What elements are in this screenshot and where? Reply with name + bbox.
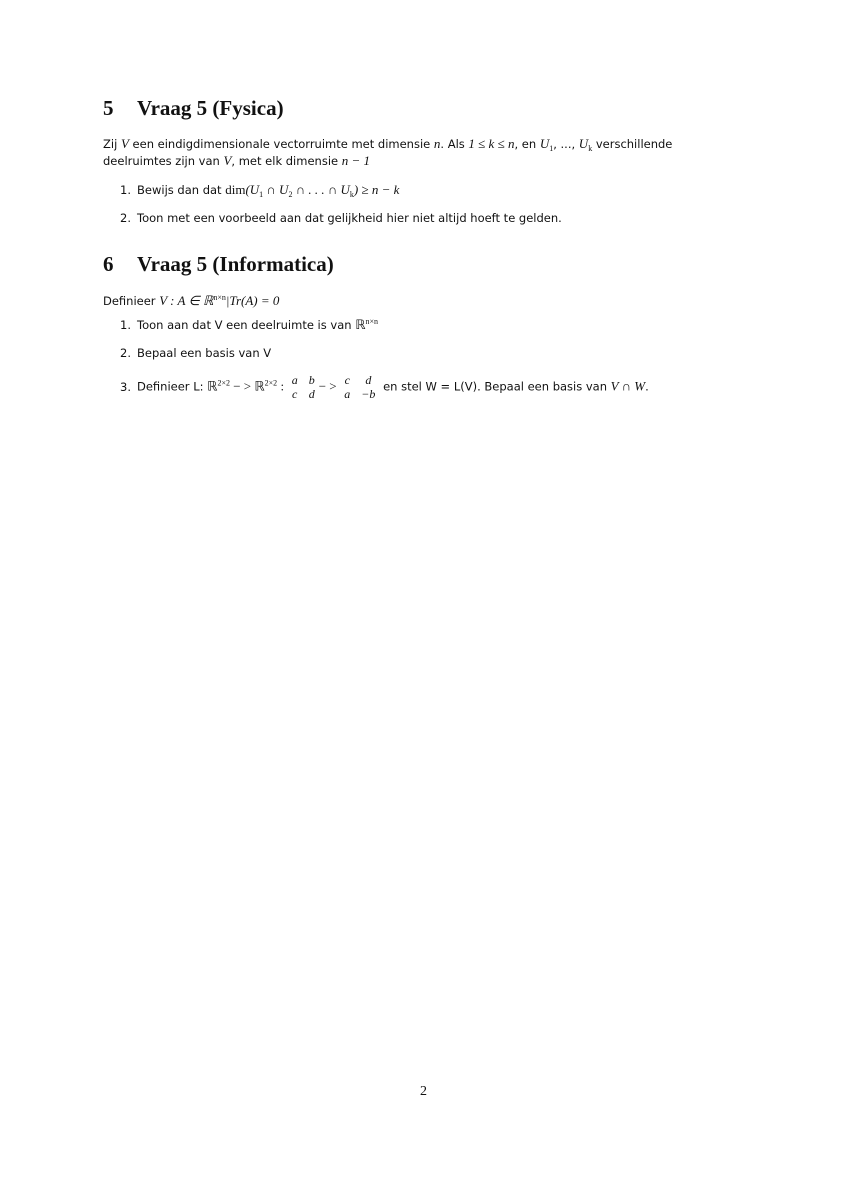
- math-superscript: 2×2: [217, 378, 230, 388]
- section-5-item-1: [120, 182, 399, 199]
- math-arrow: − >: [318, 378, 337, 394]
- math-colon: :: [277, 378, 285, 394]
- math-var: U: [539, 136, 550, 151]
- matrix-entry: c: [344, 373, 350, 387]
- section-6-title: Vraag 5 (Informatica): [137, 252, 334, 276]
- text: .: [645, 379, 649, 394]
- math-subscript: k: [349, 190, 354, 199]
- text: Toon aan dat V een deelruimte is van: [137, 318, 356, 332]
- text: Bepaal een basis van V: [137, 346, 272, 360]
- text: , met elk dimensie: [231, 154, 342, 168]
- math-operator: dim: [225, 182, 246, 197]
- math-expression: V ∩ W: [610, 378, 646, 394]
- math-superscript: n×n: [365, 317, 379, 326]
- math-expression: (U: [245, 182, 260, 197]
- text: verschillende: [592, 137, 673, 151]
- matrix-entry: a: [344, 387, 351, 401]
- section-6-heading: [103, 252, 334, 277]
- section-6-item-1: [120, 317, 378, 333]
- text: en stel W = L(V). Bepaal een basis van: [383, 379, 611, 394]
- math-superscript: n×n: [213, 293, 226, 302]
- matrix-input: [292, 373, 315, 401]
- math-subscript: k: [588, 144, 593, 153]
- text: Bewijs dan dat: [137, 183, 226, 197]
- section-5-heading: [103, 96, 284, 121]
- section-5-number: 5: [103, 96, 114, 120]
- math-subscript: 1: [259, 190, 264, 199]
- math-symbol: ℝ: [355, 317, 366, 332]
- section-6-item-3: [120, 373, 649, 401]
- text: deelruimtes zijn van: [103, 154, 224, 168]
- text: Definieer: [103, 294, 160, 308]
- math-inequality: 1 ≤ k ≤ n: [468, 136, 515, 151]
- math-subscript: 2: [288, 190, 293, 199]
- text: Definieer L:: [137, 379, 208, 394]
- matrix-entry: a: [291, 373, 298, 387]
- math-expression: V : A ∈ ℝ: [159, 293, 214, 308]
- text: , en: [514, 137, 540, 151]
- math-subscript: 1: [549, 144, 554, 153]
- list-index: 3.: [120, 379, 131, 394]
- matrix-entry: d: [365, 373, 372, 387]
- text: Zij: [103, 137, 121, 151]
- text: Toon met een voorbeeld aan dat gelijkheid hier niet altijd hoeft te gelden.: [137, 211, 562, 225]
- matrix-entry: d: [308, 387, 315, 401]
- math-arrow: − >: [229, 378, 255, 394]
- math-symbol: ℝ: [254, 378, 265, 394]
- section-5-intro-line-2: [103, 152, 370, 170]
- matrix-output: [344, 373, 375, 401]
- section-5-title: Vraag 5 (Fysica): [137, 96, 284, 120]
- math-var: V: [223, 153, 232, 168]
- text: een eindigdimensionale vectorruimte met dimensie: [128, 137, 434, 151]
- list-index: 1.: [120, 183, 131, 197]
- matrix-entry: b: [308, 373, 315, 387]
- math-expression: |Tr(A) = 0: [225, 293, 280, 308]
- math-var: V: [120, 136, 129, 151]
- section-5-item-2: [120, 211, 562, 225]
- text: , ...,: [553, 137, 579, 151]
- matrix-entry: −b: [361, 387, 376, 401]
- list-index: 2.: [120, 211, 131, 225]
- math-expression: ) ≥ n − k: [353, 182, 400, 197]
- text: . Als: [440, 137, 469, 151]
- section-6-number: 6: [103, 252, 114, 276]
- page-number: 2: [420, 1084, 427, 1099]
- math-superscript: 2×2: [264, 378, 278, 388]
- math-expression: n − 1: [341, 153, 371, 168]
- math-expression: ∩ U: [263, 182, 289, 197]
- section-6-item-2: [120, 346, 271, 360]
- matrix-entry: c: [292, 387, 298, 401]
- math-symbol: ℝ: [207, 378, 218, 394]
- math-expression: ∩ . . . ∩ U: [292, 182, 350, 197]
- list-index: 1.: [120, 318, 131, 332]
- section-6-definition: [103, 289, 279, 310]
- list-index: 2.: [120, 346, 131, 360]
- math-var: n: [433, 136, 441, 151]
- math-var: U: [578, 136, 589, 151]
